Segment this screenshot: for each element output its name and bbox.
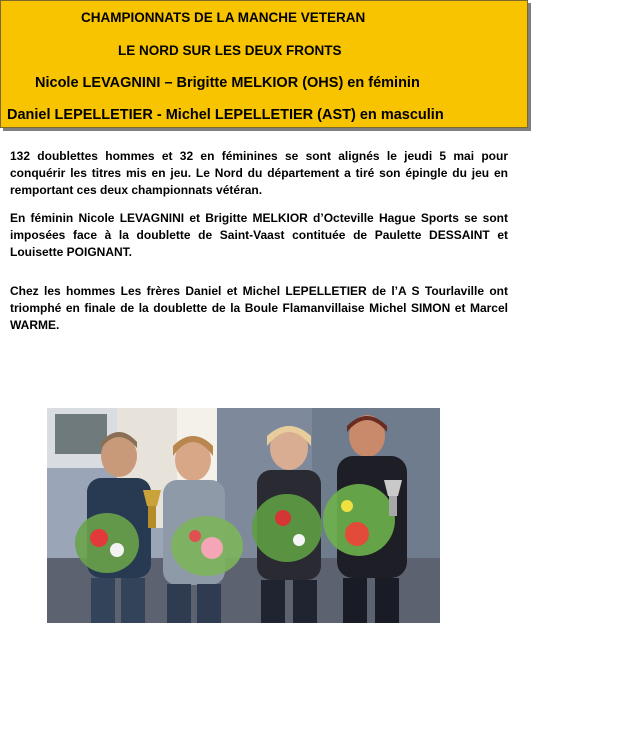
banner-subtitle: LE NORD SUR LES DEUX FRONTS <box>118 43 342 58</box>
article-paragraph-2: En féminin Nicole LEVAGNINI et Brigitte MELKIOR d’Octeville Hague Sports se sont imposées face à la doublette de Saint-Vaast contituée de Paulette DESSAINT et Louisette POIGNANT. <box>10 211 508 259</box>
winners-photo-illustration <box>47 408 440 623</box>
headline-banner <box>0 0 528 128</box>
banner-women-winners: Nicole LEVAGNINI – Brigitte MELKIOR (OHS) en féminin <box>35 75 420 91</box>
winners-photo <box>47 408 440 623</box>
banner-title: CHAMPIONNATS DE LA MANCHE VETERAN <box>81 10 366 25</box>
article-paragraph-3: Chez les hommes Les frères Daniel et Michel LEPELLETIER de l’A S Tourlaville ont triomphé en finale de la doublette de la Boule Flamanvillaise Michel SIMON et Marcel WARME. <box>10 284 508 332</box>
article-paragraph-1: 132 doublettes hommes et 32 en féminines se sont alignés le jeudi 5 mai pour conquérir les titres mis en jeu. Le Nord du département a tiré son épingle du jeu en remportant ces deux championnats vétéran. <box>10 149 508 197</box>
banner-men-winners: Daniel LEPELLETIER - Michel LEPELLETIER (AST) en masculin <box>7 107 444 123</box>
